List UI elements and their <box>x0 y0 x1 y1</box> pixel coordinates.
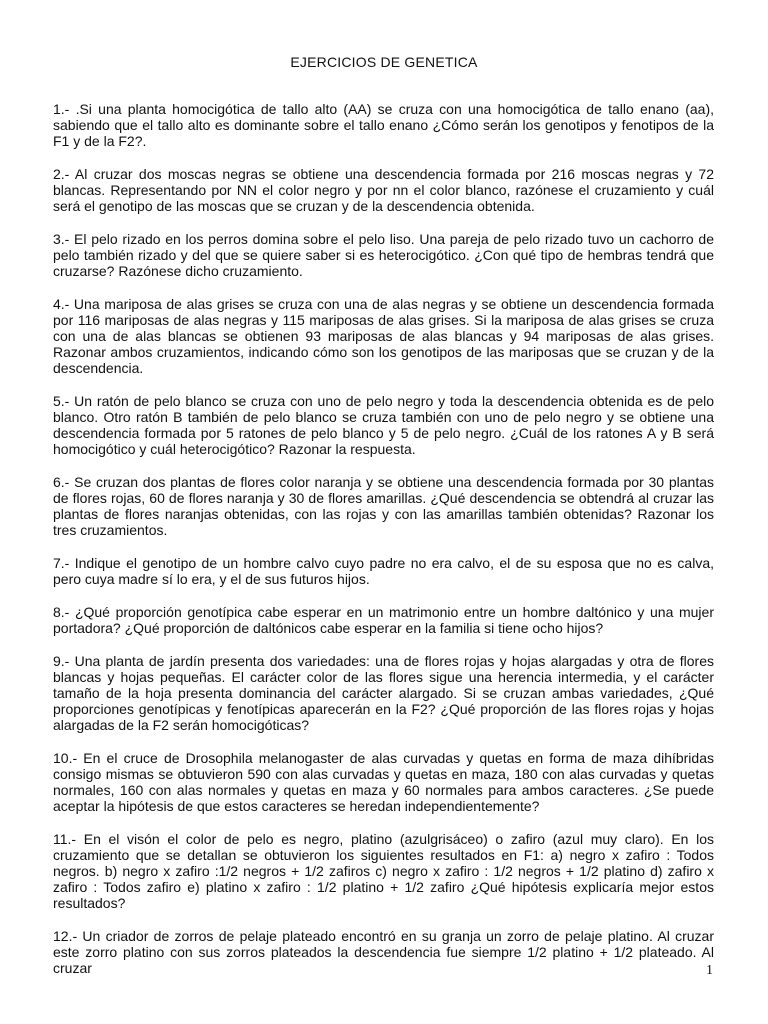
exercise-2: 2.- Al cruzar dos moscas negras se obtiene una descendencia formada por 216 moscas negras y 72 blancas. Representando por NN el color negro y por nn el color blanco, razónese el cruzamiento y cuál será el genotipo de las moscas que se cruzan y de la descendencia obtenida. <box>53 166 714 214</box>
exercise-3: 3.- El pelo rizado en los perros domina sobre el pelo liso. Una pareja de pelo rizado tuvo un cachorro de pelo también rizado y del que se quiere saber si es heterocigótico. ¿Con qué tipo de hembras tendrá que cruzarse? Razónese dicho cruzamiento. <box>53 231 714 279</box>
exercise-6: 6.- Se cruzan dos plantas de flores color naranja y se obtiene una descendencia formada por 30 plantas de flores rojas, 60 de flores naranja y 30 de flores amarillas. ¿Qué descendencia se obtendrá al cruzar las plantas de flores naranjas obtenidas, con las rojas y con las amarillas también obtenidas? Razonar los tres cruzamientos. <box>53 474 714 538</box>
exercise-1: 1.- .Si una planta homocigótica de tallo alto (AA) se cruza con una homocigótica de tallo enano (aa), sabiendo que el tallo alto es dominante sobre el tallo enano ¿Cómo serán los genotipos y fenotipos de la F1 y de la F2?. <box>53 101 714 149</box>
document-title: EJERCICIOS DE GENETICA <box>290 54 478 70</box>
exercise-4: 4.- Una mariposa de alas grises se cruza con una de alas negras y se obtiene un descendencia formada por 116 mariposas de alas negras y 115 mariposas de alas grises. Si la mariposa de alas grises se cruza con una de alas blancas se obtienen 93 mariposas de alas blancas y 94 mariposas de alas grises. Razonar ambos cruzamientos, indicando cómo son los genotipos de las mariposas que se cruzan y de la descendencia. <box>53 296 714 376</box>
page-number: 1 <box>706 963 713 978</box>
exercise-11: 11.- En el visón el color de pelo es negro, platino (azulgrisáceo) o zafiro (azul muy claro). En los cruzamiento que se detallan se obtuvieron los siguientes resultados en F1: a) negro x zafiro : Todos negros. b) negro x zafiro :1/2 negros + 1/2 zafiros c) negro x zafiro : 1/2 negros + 1/2 platino d) zafiro x zafiro : Todos zafiro e) platino x zafiro : 1/2 platino + 1/2 zafiro ¿Qué hipótesis explicaría mejor estos resultados? <box>53 831 714 911</box>
exercise-8: 8.- ¿Qué proporción genotípica cabe esperar en un matrimonio entre un hombre daltónico y una mujer portadora? ¿Qué proporción de daltónicos cabe esperar en la familia si tiene ocho hijos? <box>53 604 714 636</box>
exercise-list <box>53 101 714 993</box>
exercise-7: 7.- Indique el genotipo de un hombre calvo cuyo padre no era calvo, el de su esposa que no es calva, pero cuya madre sí lo era, y el de sus futuros hijos. <box>53 555 714 587</box>
exercise-5: 5.- Un ratón de pelo blanco se cruza con uno de pelo negro y toda la descendencia obtenida es de pelo blanco. Otro ratón B también de pelo blanco se cruza también con uno de pelo negro y se obtiene una descendencia formada por 5 ratones de pelo blanco y 5 de pelo negro. ¿Cuál de los ratones A y B será homocigótico y cuál heterocigótico? Razonar la respuesta. <box>53 393 714 457</box>
exercise-10: 10.- En el cruce de Drosophila melanogaster de alas curvadas y quetas en forma de maza dihíbridas consigo mismas se obtuvieron 590 con alas curvadas y quetas en maza, 180 con alas curvadas y quetas normales, 160 con alas normales y quetas en maza y 60 normales para ambos caracteres. ¿Se puede aceptar la hipótesis de que estos caracteres se heredan independientemente? <box>53 750 714 814</box>
exercise-9: 9.- Una planta de jardín presenta dos variedades: una de flores rojas y hojas alargadas y otra de flores blancas y hojas pequeñas. El carácter color de las flores sigue una herencia intermedia, y el carácter tamaño de la hoja presenta dominancia del carácter alargado. Si se cruzan ambas variedades, ¿Qué proporciones genotípicas y fenotípicas aparecerán en la F2? ¿Qué proporción de las flores rojas y hojas alargadas de la F2 serán homocigóticas? <box>53 653 714 733</box>
exercise-12: 12.- Un criador de zorros de pelaje plateado encontró en su granja un zorro de pelaje platino. Al cruzar este zorro platino con sus zorros plateados la descendencia fue siempre 1/2 platino + 1/2 plateado. Al cruzar <box>53 928 714 976</box>
